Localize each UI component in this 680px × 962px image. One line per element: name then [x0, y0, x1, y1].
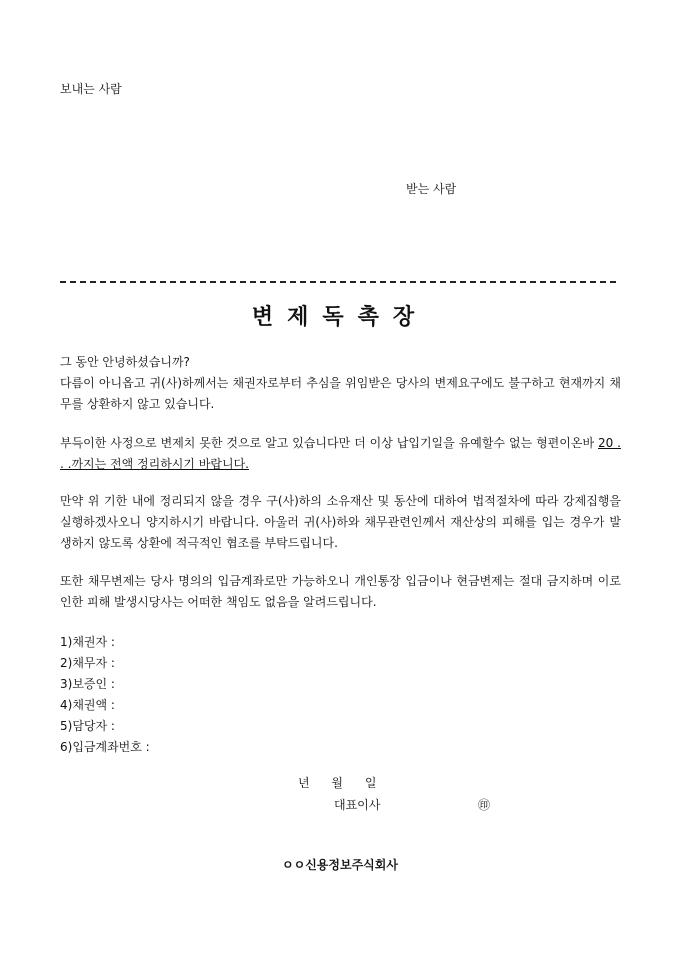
sender-label: 보내는 사람 [60, 82, 122, 96]
document-title: 변제독촉장 [251, 305, 429, 330]
info-list [60, 632, 150, 758]
payment-deadline: 20 . . .까지는 전액 정리하시기 바랍니다. [60, 436, 621, 471]
manager-item: 5)담당자 : [60, 719, 115, 733]
seal-mark: ㊞ [478, 798, 491, 812]
deposit-account-item: 6)입금계좌번호 : [60, 740, 150, 754]
receiver-label: 받는 사람 [406, 182, 457, 196]
greeting-text: 그 동안 안녕하셨습니까? [60, 355, 190, 369]
claim-amount-item: 4)채권액 : [60, 698, 115, 712]
greeting-paragraph [60, 352, 621, 415]
divider-line [60, 281, 616, 283]
paragraph-4: 또한 채무변제는 당사 명의의 입금계좌로만 가능하오니 개인통장 입금이나 현금변제는 절대 금지하며 이로인한 피해 발생시당사는 어떠한 책임도 없음을 알려드립니다. [60, 574, 621, 609]
paragraph-3: 만약 위 기한 내에 정리되지 않을 경우 구(사)하의 소유재산 및 동산에 대하여 법적절차에 따라 강제집행을 실행하겠사오니 양지하시기 바랍니다. 아울러 귀(사)하와 채무관련인께서 재산상의 피해를 입는 경우가 발생하지 않도록 상환에 적극적인 협조를 부탁드립니다. [60, 494, 621, 550]
debtor-item: 2)채무자 : [60, 656, 115, 670]
guarantor-item: 3)보증인 : [60, 677, 115, 691]
date-line: 년 월 일 [298, 776, 377, 790]
creditor-item: 1)채권자 : [60, 635, 115, 649]
paragraph-2-text: 부득이한 사정으로 변제치 못한 것으로 알고 있습니다만 더 이상 납입기일을 유예할수 없는 형편이온바 [60, 436, 598, 450]
paragraph-2 [60, 433, 621, 475]
representative-label: 대표이사 [334, 798, 381, 812]
company-name: ㅇㅇ신용정보주식회사 [282, 858, 398, 872]
paragraph-1: 다름이 아니옵고 귀(사)하께서는 채권자로부터 추심을 위임받은 당사의 변제요구에도 불구하고 현재까지 채무를 상환하지 않고 있습니다. [60, 376, 621, 411]
